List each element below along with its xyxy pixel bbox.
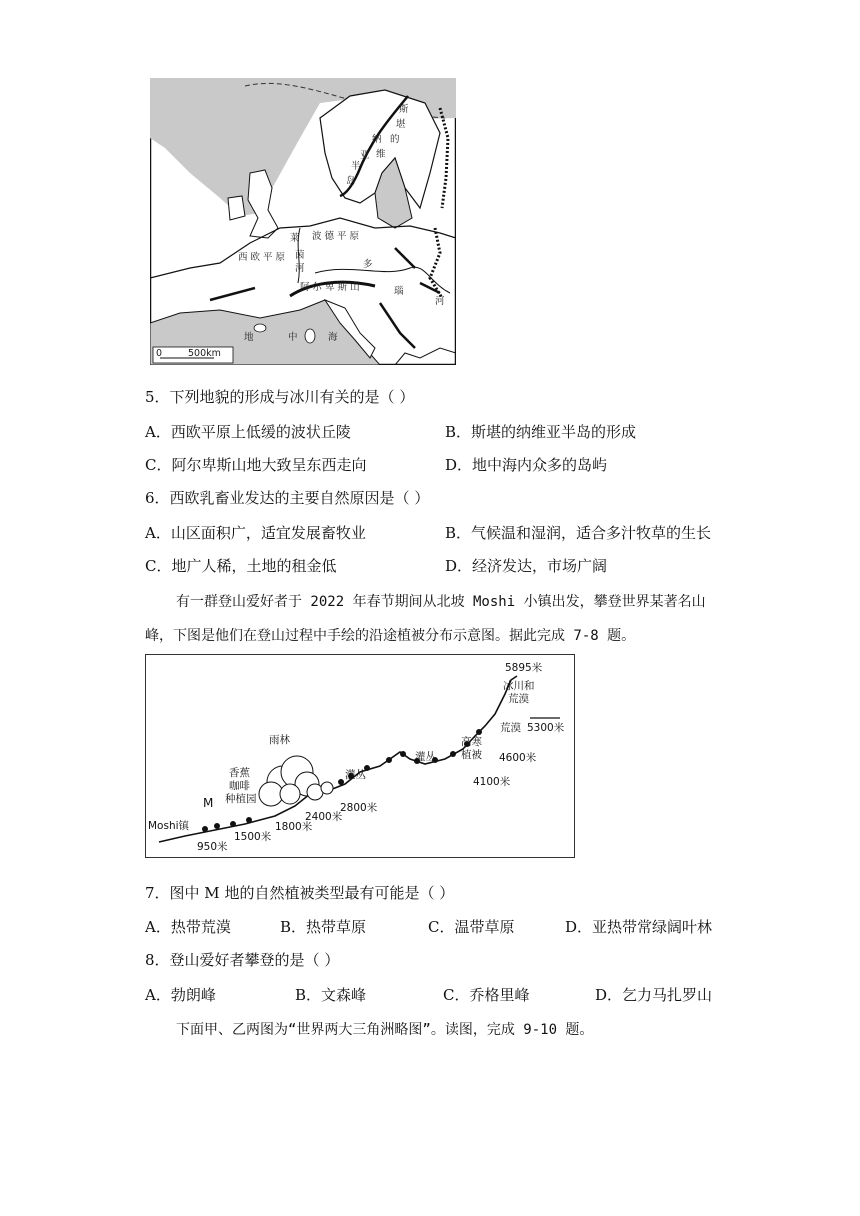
question-7-option-d: D．亚热带常绿阔叶林 bbox=[565, 918, 713, 936]
question-5-stem: 5．下列地貌的形成与冰川有关的是（ ） bbox=[145, 388, 415, 406]
map-label-lai: 莱 bbox=[290, 233, 300, 244]
question-7-option-a: A．热带荒漠 bbox=[145, 918, 231, 936]
map-label-zhong: 中 bbox=[288, 332, 298, 343]
profile-label-e4600: 4600米 bbox=[499, 752, 537, 764]
profile-label-e950: 950米 bbox=[197, 841, 228, 853]
profile-label-e4100: 4100米 bbox=[473, 776, 511, 788]
map-label-xiou: 西 欧 平 原 bbox=[238, 252, 286, 263]
profile-label-rainforest: 雨林 bbox=[269, 734, 290, 746]
passage-2: 下面甲、乙两图为“世界两大三角洲略图”。读图，完成 9-10 题。 bbox=[176, 1022, 594, 1038]
profile-label-alpine-2: 植被 bbox=[461, 749, 482, 761]
question-8-option-d: D．乞力马扎罗山 bbox=[595, 986, 713, 1004]
profile-label-glacier-1: 冰川和 bbox=[503, 680, 535, 692]
map-label-s1: 斯 bbox=[399, 104, 409, 115]
passage-1-line-1: 有一群登山爱好者于 2022 年春节期间从北坡 Moshi 小镇出发，攀登世界某著名山 bbox=[176, 594, 706, 610]
map-label-he: 河 bbox=[295, 263, 305, 274]
profile-label-e2400: 2400米 bbox=[305, 811, 343, 823]
vegetation-profile-figure bbox=[145, 654, 575, 858]
question-7-option-b: B．热带草原 bbox=[280, 918, 367, 936]
map-label-s7: 半 bbox=[351, 161, 361, 172]
profile-label-banana-3: 种植园 bbox=[225, 793, 257, 805]
question-6-stem: 6．西欧乳畜业发达的主要自然原因是（ ） bbox=[145, 489, 430, 507]
profile-label-alpine-1: 高寒 bbox=[461, 736, 482, 748]
map-scale-km: 500km bbox=[188, 348, 221, 359]
question-8-option-a: A．勃朗峰 bbox=[145, 986, 216, 1004]
profile-label-glacier-2: 荒漠 bbox=[508, 693, 529, 705]
map-label-he2: 河 bbox=[435, 296, 445, 307]
question-5-option-c: C．阿尔卑斯山地大致呈东西走向 bbox=[145, 456, 367, 474]
question-5-option-b: B．斯堪的纳维亚半岛的形成 bbox=[445, 423, 637, 441]
map-label-s6: 亚 bbox=[360, 150, 370, 161]
map-label-s3: 的 bbox=[390, 134, 400, 145]
map-label-alps: 阿 尔 卑 斯 山 bbox=[300, 282, 360, 293]
profile-label-moshi: Moshi镇 bbox=[148, 820, 190, 832]
profile-label-e5895: 5895米 bbox=[505, 662, 543, 674]
map-label-s4: 纳 bbox=[372, 134, 382, 145]
question-5-option-a: A．西欧平原上低缓的波状丘陵 bbox=[145, 423, 351, 441]
question-6-option-d: D．经济发达，市场广阔 bbox=[445, 557, 608, 575]
map-label-s5: 维 bbox=[376, 149, 386, 160]
question-7-option-c: C．温带草原 bbox=[428, 918, 515, 936]
question-5-option-d: D．地中海内众多的岛屿 bbox=[445, 456, 608, 474]
map-label-yin: 茵 bbox=[295, 250, 305, 261]
question-8-option-c: C．乔格里峰 bbox=[443, 986, 530, 1004]
profile-label-shrub-2: 灌丛 bbox=[345, 769, 366, 781]
map-label-hai: 海 bbox=[328, 332, 338, 343]
profile-label-desert: 荒漠 bbox=[500, 722, 521, 734]
map-label-s2: 堪 bbox=[396, 119, 406, 130]
europe-map bbox=[150, 78, 456, 365]
profile-label-shrub-1: 灌丛 bbox=[415, 751, 436, 763]
profile-label-m: M bbox=[203, 796, 214, 810]
map-label-bode: 波 德 平 原 bbox=[312, 231, 360, 242]
profile-label-e1500: 1500米 bbox=[234, 831, 272, 843]
question-8-option-b: B．文森峰 bbox=[295, 986, 367, 1004]
question-7-stem: 7．图中 M 地的自然植被类型最有可能是（ ） bbox=[145, 884, 455, 902]
question-6-option-c: C．地广人稀，土地的租金低 bbox=[145, 557, 337, 575]
question-6-option-a: A．山区面积广，适宜发展畜牧业 bbox=[145, 524, 366, 542]
map-label-nao: 瑙 bbox=[394, 286, 404, 297]
profile-label-banana-2: 咖啡 bbox=[229, 780, 250, 792]
profile-label-e1800: 1800米 bbox=[275, 821, 313, 833]
profile-label-e2800: 2800米 bbox=[340, 802, 378, 814]
map-label-duo: 多 bbox=[363, 259, 373, 270]
question-8-stem: 8．登山爱好者攀登的是（ ） bbox=[145, 951, 340, 969]
profile-label-e5300: 5300米 bbox=[527, 722, 565, 734]
map-label-s8: 岛 bbox=[346, 176, 356, 187]
profile-label-banana-1: 香蕉 bbox=[229, 767, 250, 779]
map-scale-zero: 0 bbox=[156, 348, 163, 359]
passage-1-line-2: 峰，下图是他们在登山过程中手绘的沿途植被分布示意图。据此完成 7-8 题。 bbox=[145, 628, 636, 644]
map-label-di: 地 bbox=[244, 332, 254, 343]
question-6-option-b: B．气候温和湿润，适合多汁牧草的生长 bbox=[445, 524, 712, 542]
